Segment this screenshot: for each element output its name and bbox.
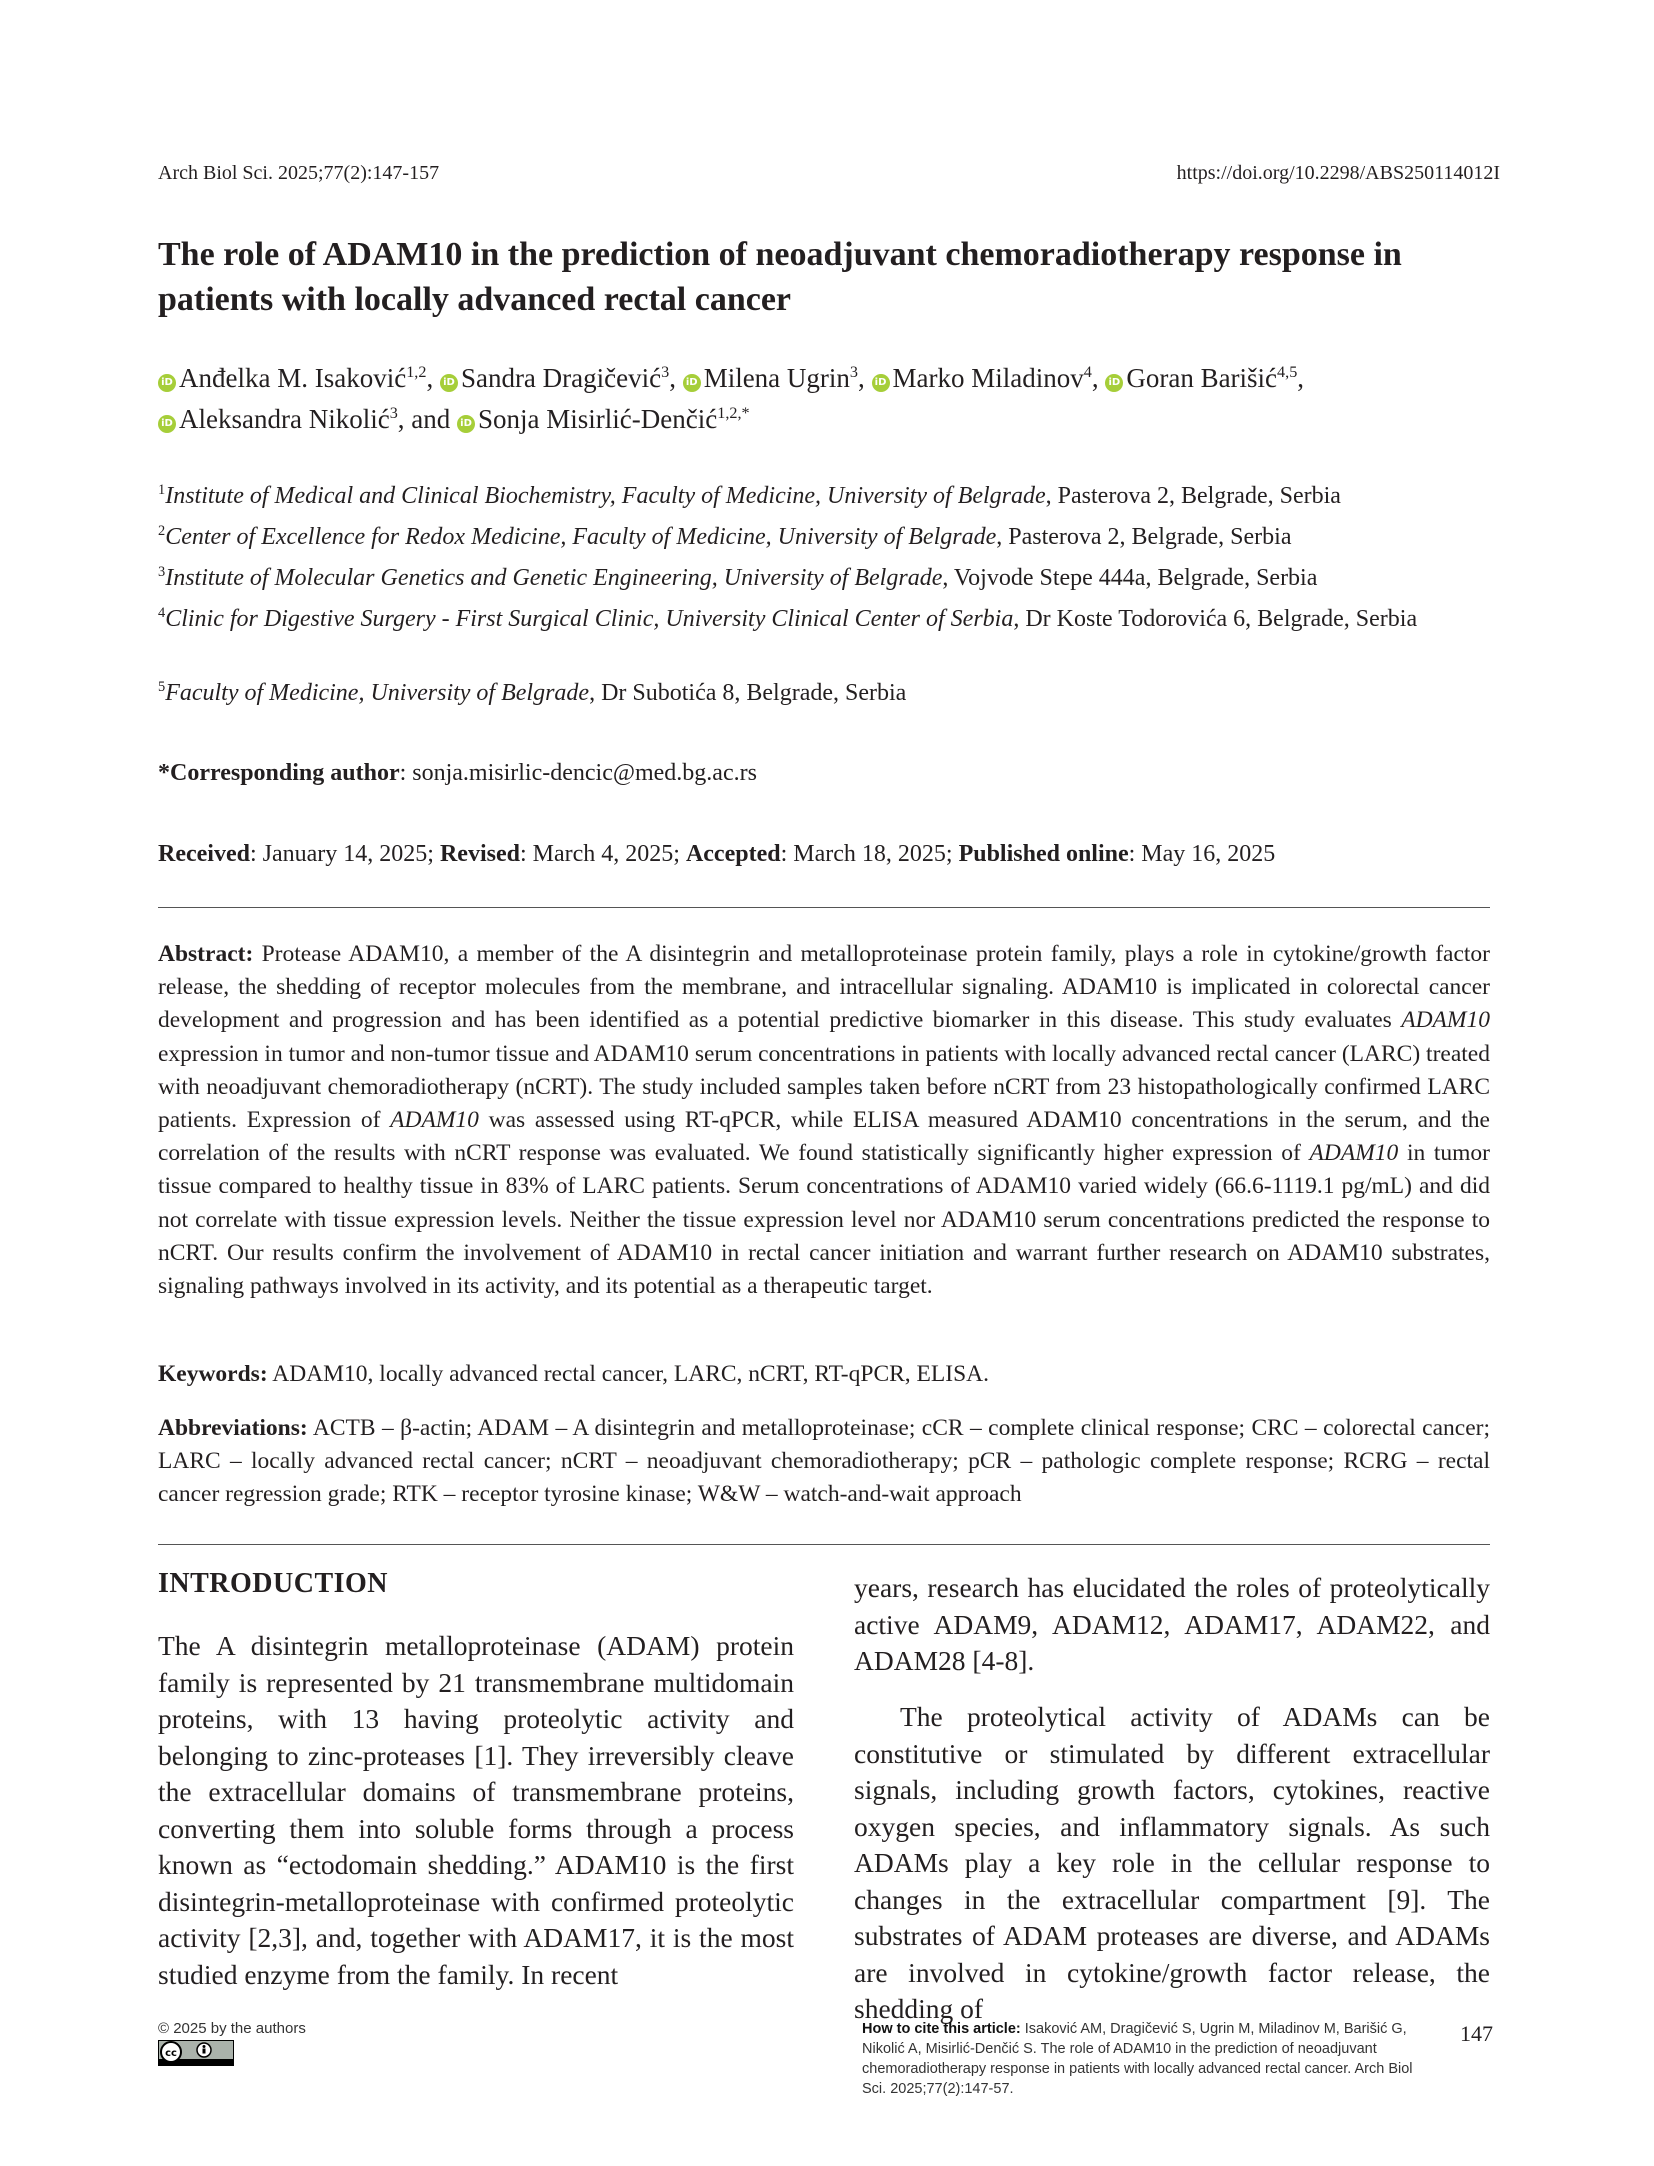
published-date: : May 16, 2025 <box>1128 841 1276 867</box>
author <box>1105 363 1304 393</box>
author <box>158 404 457 434</box>
journal-citation-header: Arch Biol Sci. 2025;77(2):147-157 <box>158 162 440 184</box>
how-to-cite-label: How to cite this article: <box>862 2021 1021 2037</box>
affiliation-institution: Center of Excellence for Redox Medicine, Faculty of Medicine, University of Belgrade <box>165 524 997 550</box>
affiliation-address: , Pasterova 2, Belgrade, Serbia <box>996 524 1292 550</box>
how-to-cite <box>862 2019 1422 2099</box>
corresponding-author <box>158 760 757 787</box>
cc-by-license-icon[interactable] <box>158 2040 234 2066</box>
received-date: : January 14, 2025; <box>249 841 440 867</box>
revised-date: : March 4, 2025; <box>519 841 686 867</box>
doi-link[interactable]: https://doi.org/10.2298/ABS250114012I <box>1176 162 1500 184</box>
copyright-notice: © 2025 by the authors <box>158 2020 306 2037</box>
abstract <box>158 938 1490 1303</box>
author-affiliation-marker: 1,2 <box>406 363 427 381</box>
author <box>158 363 440 393</box>
author-separator: , <box>1297 363 1305 393</box>
author-separator: , <box>858 363 872 393</box>
author-list <box>158 358 1498 440</box>
title-line-2: patients with locally advanced rectal cancer <box>158 281 792 318</box>
affiliation-address: , Dr Subotića 8, Belgrade, Serbia <box>589 680 907 706</box>
orcid-icon[interactable]: iD <box>457 415 475 433</box>
article-dates <box>158 841 1275 868</box>
author-affiliation-marker: 1,2,* <box>717 404 750 422</box>
author-name: Marko Miladinov <box>892 363 1084 393</box>
corresponding-author-label: *Corresponding author <box>158 760 400 786</box>
affiliation <box>158 480 1498 513</box>
author-affiliation-marker: 4 <box>1083 363 1092 381</box>
author-affiliation-marker: 3 <box>849 363 859 381</box>
author <box>683 363 872 393</box>
affiliation-number: 3 <box>158 564 166 580</box>
author <box>872 363 1106 393</box>
title-line-1: The role of ADAM10 in the prediction of neoadjuvant chemoradiotherapy response in <box>158 236 1402 273</box>
affiliation-address: , Vojvode Stepe 444a, Belgrade, Serbia <box>942 565 1318 591</box>
author-affiliation-marker: 4,5 <box>1277 363 1298 381</box>
author-name: Sonja Misirlić-Denčić <box>478 404 718 434</box>
author-name: Milena Ugrin <box>703 363 850 393</box>
affiliation <box>158 562 1498 595</box>
affiliation <box>158 677 1498 710</box>
affiliation <box>158 521 1498 554</box>
author-name: Aleksandra Nikolić <box>179 404 390 434</box>
svg-text:cc: cc <box>165 2048 177 2059</box>
keywords-text: ADAM10, locally advanced rectal cancer, LARC, nCRT, RT-qPCR, ELISA. <box>267 1361 989 1387</box>
abbreviations <box>158 1412 1490 1512</box>
section-heading-introduction: INTRODUCTION <box>158 1568 389 1599</box>
orcid-icon[interactable]: iD <box>158 374 176 392</box>
accepted-label: Accepted <box>685 841 781 867</box>
abstract-text: expression in tumor and non-tumor tissue and ADAM10 serum concentrations in patients with locally advanced rectal cancer (LARC) treated with neoadjuvant chemoradiotherapy (nCRT). The study included samples taken before nCRT from 23 histopathologically confirmed LARC patients. Expression of <box>158 1040 1490 1134</box>
published-label: Published online <box>958 841 1129 867</box>
gene-name: ADAM10 <box>1401 1007 1490 1034</box>
article-title <box>158 232 1498 322</box>
affiliation-number: 1 <box>158 482 166 498</box>
accepted-date: : March 18, 2025; <box>780 841 959 867</box>
keywords-label: Keywords: <box>158 1361 268 1387</box>
divider-top <box>158 907 1490 908</box>
affiliation-institution: Clinic for Digestive Surgery - First Surgical Clinic, University Clinical Center of Serbia <box>165 606 1014 632</box>
author <box>440 363 683 393</box>
how-to-cite-text: Isaković AM, Dragičević S, Ugrin M, Miladinov M, Barišić G, Nikolić A, Misirlić-Denčić S. The role of ADAM10 in the prediction of neoadjuvant chemoradiotherapy response in patients with locally advanced rectal cancer. Arch Biol Sci. 2025;77(2):147-57. <box>862 2021 1413 2097</box>
divider-bottom <box>158 1544 1490 1545</box>
author <box>457 404 750 434</box>
abstract-text: Protease ADAM10, a member of the A disintegrin and metalloproteinase protein family, plays a role in cytokine/growth factor release, the shedding of receptor molecules from the membrane, and intracellular signaling. ADAM10 is implicated in colorectal cancer development and progression and has been identified as a potential predictive biomarker in this disease. This study evaluates <box>158 941 1490 1034</box>
author-separator: , <box>1091 363 1106 393</box>
author-separator: , <box>426 363 440 393</box>
keywords <box>158 1361 1490 1388</box>
affiliation-address: , Dr Koste Todorovića 6, Belgrade, Serbia <box>1013 606 1418 632</box>
abstract-label: Abstract: <box>158 941 254 967</box>
affiliation-address: , Pasterova 2, Belgrade, Serbia <box>1045 483 1341 509</box>
abbreviations-label: Abbreviations: <box>158 1415 308 1441</box>
author-name: Anđelka M. Isaković <box>179 363 407 393</box>
affiliation-number: 2 <box>158 523 166 539</box>
orcid-icon[interactable]: iD <box>158 415 176 433</box>
gene-name: ADAM10 <box>390 1107 479 1134</box>
intro-right-column-paragraph-2: The proteolytical activity of ADAMs can be constitutive or stimulated by different extracellular signals, including growth factors, cytokines, reactive oxygen species, and inflammatory signals. As such ADAMs play a key role in the cellular response to changes in the extracellular compartment [9]. The substrates of ADAM proteases are diverse, and ADAMs are involved in cytokine/growth factor release, the shedding of <box>854 1701 1490 2024</box>
abbreviations-text: ACTB – β-actin; ADAM – A disintegrin and metalloproteinase; cCR – complete clinical response; CRC – colorectal cancer; LARC – locally advanced rectal cancer; nCRT – neoadjuvant chemoradiotherapy; pCR – pathologic complete response; RCRG – rectal cancer regression grade; RTK – receptor tyrosine kinase; W&W – watch-and-wait approach <box>158 1415 1490 1508</box>
affiliation-number: 5 <box>158 679 166 695</box>
orcid-icon[interactable]: iD <box>1105 374 1123 392</box>
affiliation-number: 4 <box>158 605 166 621</box>
abstract-text: in tumor tissue compared to healthy tissue in 83% of LARC patients. Serum concentrations of ADAM10 varied widely (66.6-1119.1 pg/mL) and did not correlate with tissue expression levels. Neither the tissue expression level nor ADAM10 serum concentrations predicted the response to nCRT. Our results confirm the involvement of ADAM10 in rectal cancer initiation and warrant further research on ADAM10 substrates, signaling pathways involved in its activity, and its potential as a therapeutic target. <box>158 1140 1490 1300</box>
intro-left-column: The A disintegrin metalloproteinase (ADAM) protein family is represented by 21 transmembrane multidomain proteins, with 13 having proteolytic activity and belonging to zinc-proteases [1]. They irreversibly cleave the extracellular domains of transmembrane proteins, converting them into soluble forms through a process known as “ectodomain shedding.” ADAM10 is the first disintegrin-metalloproteinase with confirmed proteolytic activity [2,3], and, together with ADAM17, it is the most studied enzyme from the family. In recent <box>158 1630 794 1990</box>
author-name: Goran Barišić <box>1126 363 1278 393</box>
author-affiliation-marker: 3 <box>661 363 670 381</box>
corresponding-author-email[interactable]: : sonja.misirlic-dencic@med.bg.ac.rs <box>399 760 757 786</box>
abstract-text: was assessed using RT-qPCR, while ELISA measured ADAM10 concentrations in the serum, and the correlation of the results with nCRT response was evaluated. We found statistically significantly higher expression of <box>158 1107 1490 1167</box>
revised-label: Revised <box>439 841 520 867</box>
author-name: Sandra Dragičević <box>460 363 662 393</box>
affiliation <box>158 603 1498 636</box>
orcid-icon[interactable]: iD <box>872 374 890 392</box>
orcid-icon[interactable]: iD <box>440 374 458 392</box>
author-separator: , and <box>397 404 458 434</box>
affiliation-institution: Faculty of Medicine, University of Belgrade <box>165 680 590 706</box>
orcid-icon[interactable]: iD <box>683 374 701 392</box>
author-separator: , <box>669 363 683 393</box>
affiliation-institution: Institute of Molecular Genetics and Genetic Engineering, University of Belgrade <box>165 565 943 591</box>
received-label: Received <box>158 841 250 867</box>
intro-right-column-paragraph-1: years, research has elucidated the roles of proteolytically active ADAM9, ADAM12, ADAM17, ADAM22, and ADAM28 [4-8]. <box>854 1572 1490 1676</box>
gene-name: ADAM10 <box>1309 1140 1399 1167</box>
author-affiliation-marker: 3 <box>389 404 398 422</box>
affiliation-institution: Institute of Medical and Clinical Biochemistry, Faculty of Medicine, University of Belgrade <box>165 483 1046 509</box>
page-number: 147 <box>1460 2021 1493 2046</box>
